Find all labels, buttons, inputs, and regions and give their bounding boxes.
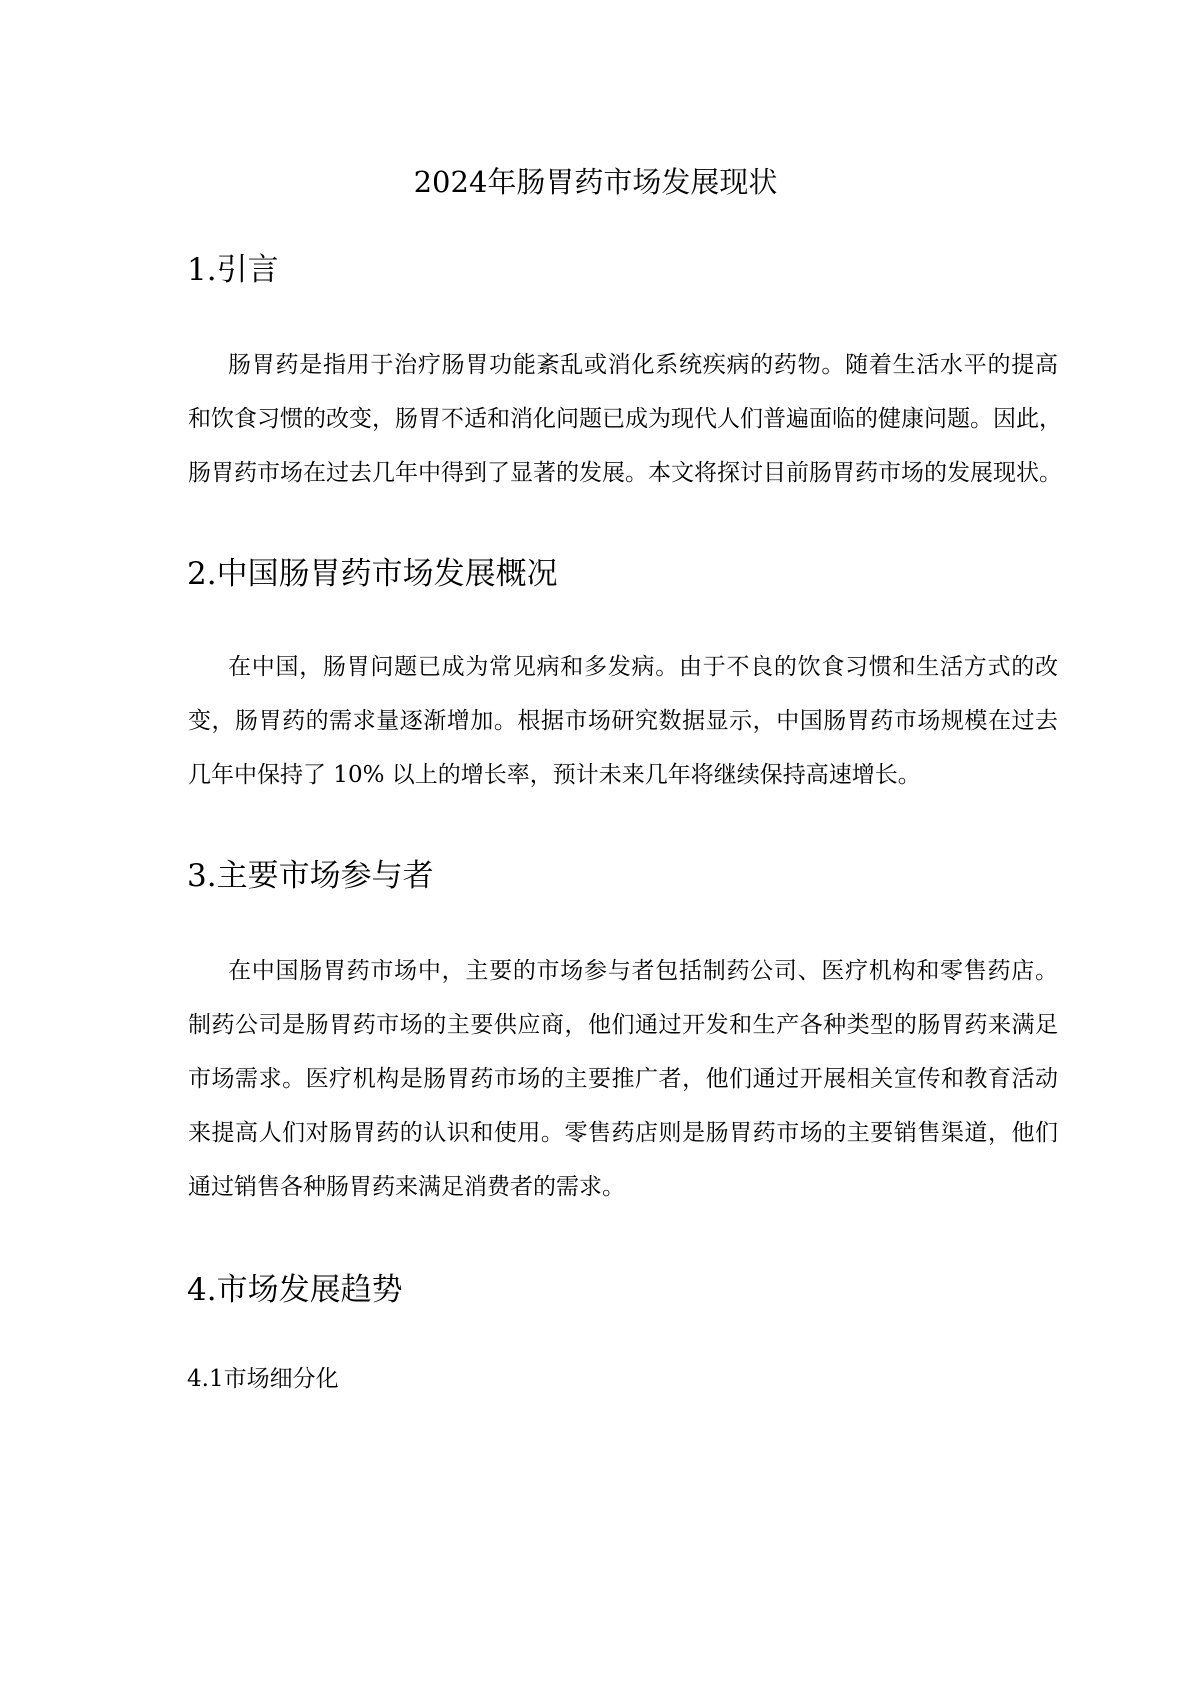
paragraph-line: 几年中保持了 10% 以上的增长率，预计未来几年将继续保持高速增长。 [188, 762, 921, 788]
section-paragraph-market-participants [148, 944, 1058, 1214]
section-heading-market-trends: 4.市场发展趋势 [187, 1272, 403, 1308]
section-paragraph-market-overview [148, 640, 1058, 802]
document-title: 2024年肠胃药市场发展现状 [413, 165, 778, 199]
section-heading-market-overview: 2.中国肠胃药市场发展概况 [187, 556, 558, 592]
paragraph-line: 肠胃药是指用于治疗肠胃功能紊乱或消化系统疾病的药物。随着生活水平的提高 [228, 352, 1058, 378]
paragraph-line: 和饮食习惯的改变，肠胃不适和消化问题已成为现代人们普遍面临的健康问题。因此， [188, 406, 1062, 432]
paragraph-line: 来提高人们对肠胃药的认识和使用。零售药店则是肠胃药市场的主要销售渠道，他们 [188, 1120, 1058, 1146]
paragraph-line: 制药公司是肠胃药市场的主要供应商，他们通过开发和生产各种类型的肠胃药来满足 [188, 1012, 1058, 1038]
paragraph-line: 在中国肠胃药市场中，主要的市场参与者包括制药公司、医疗机构和零售药店。 [228, 958, 1058, 984]
paragraph-line: 肠胃药市场在过去几年中得到了显著的发展。本文将探讨目前肠胃药市场的发展现状。 [188, 460, 1062, 486]
section-heading-introduction: 1.引言 [187, 252, 279, 288]
paragraph-line: 市场需求。医疗机构是肠胃药市场的主要推广者，他们通过开展相关宣传和教育活动 [188, 1066, 1058, 1092]
paragraph-line: 变，肠胃药的需求量逐渐增加。根据市场研究数据显示，中国肠胃药市场规模在过去 [188, 708, 1058, 734]
section-paragraph-introduction [148, 338, 1062, 500]
paragraph-line: 在中国，肠胃问题已成为常见病和多发病。由于不良的饮食习惯和生活方式的改 [228, 654, 1058, 680]
section-heading-market-participants: 3.主要市场参与者 [187, 858, 434, 894]
subsection-heading-market-segmentation: 4.1市场细分化 [187, 1366, 339, 1392]
paragraph-line: 通过销售各种肠胃药来满足消费者的需求。 [188, 1174, 625, 1200]
